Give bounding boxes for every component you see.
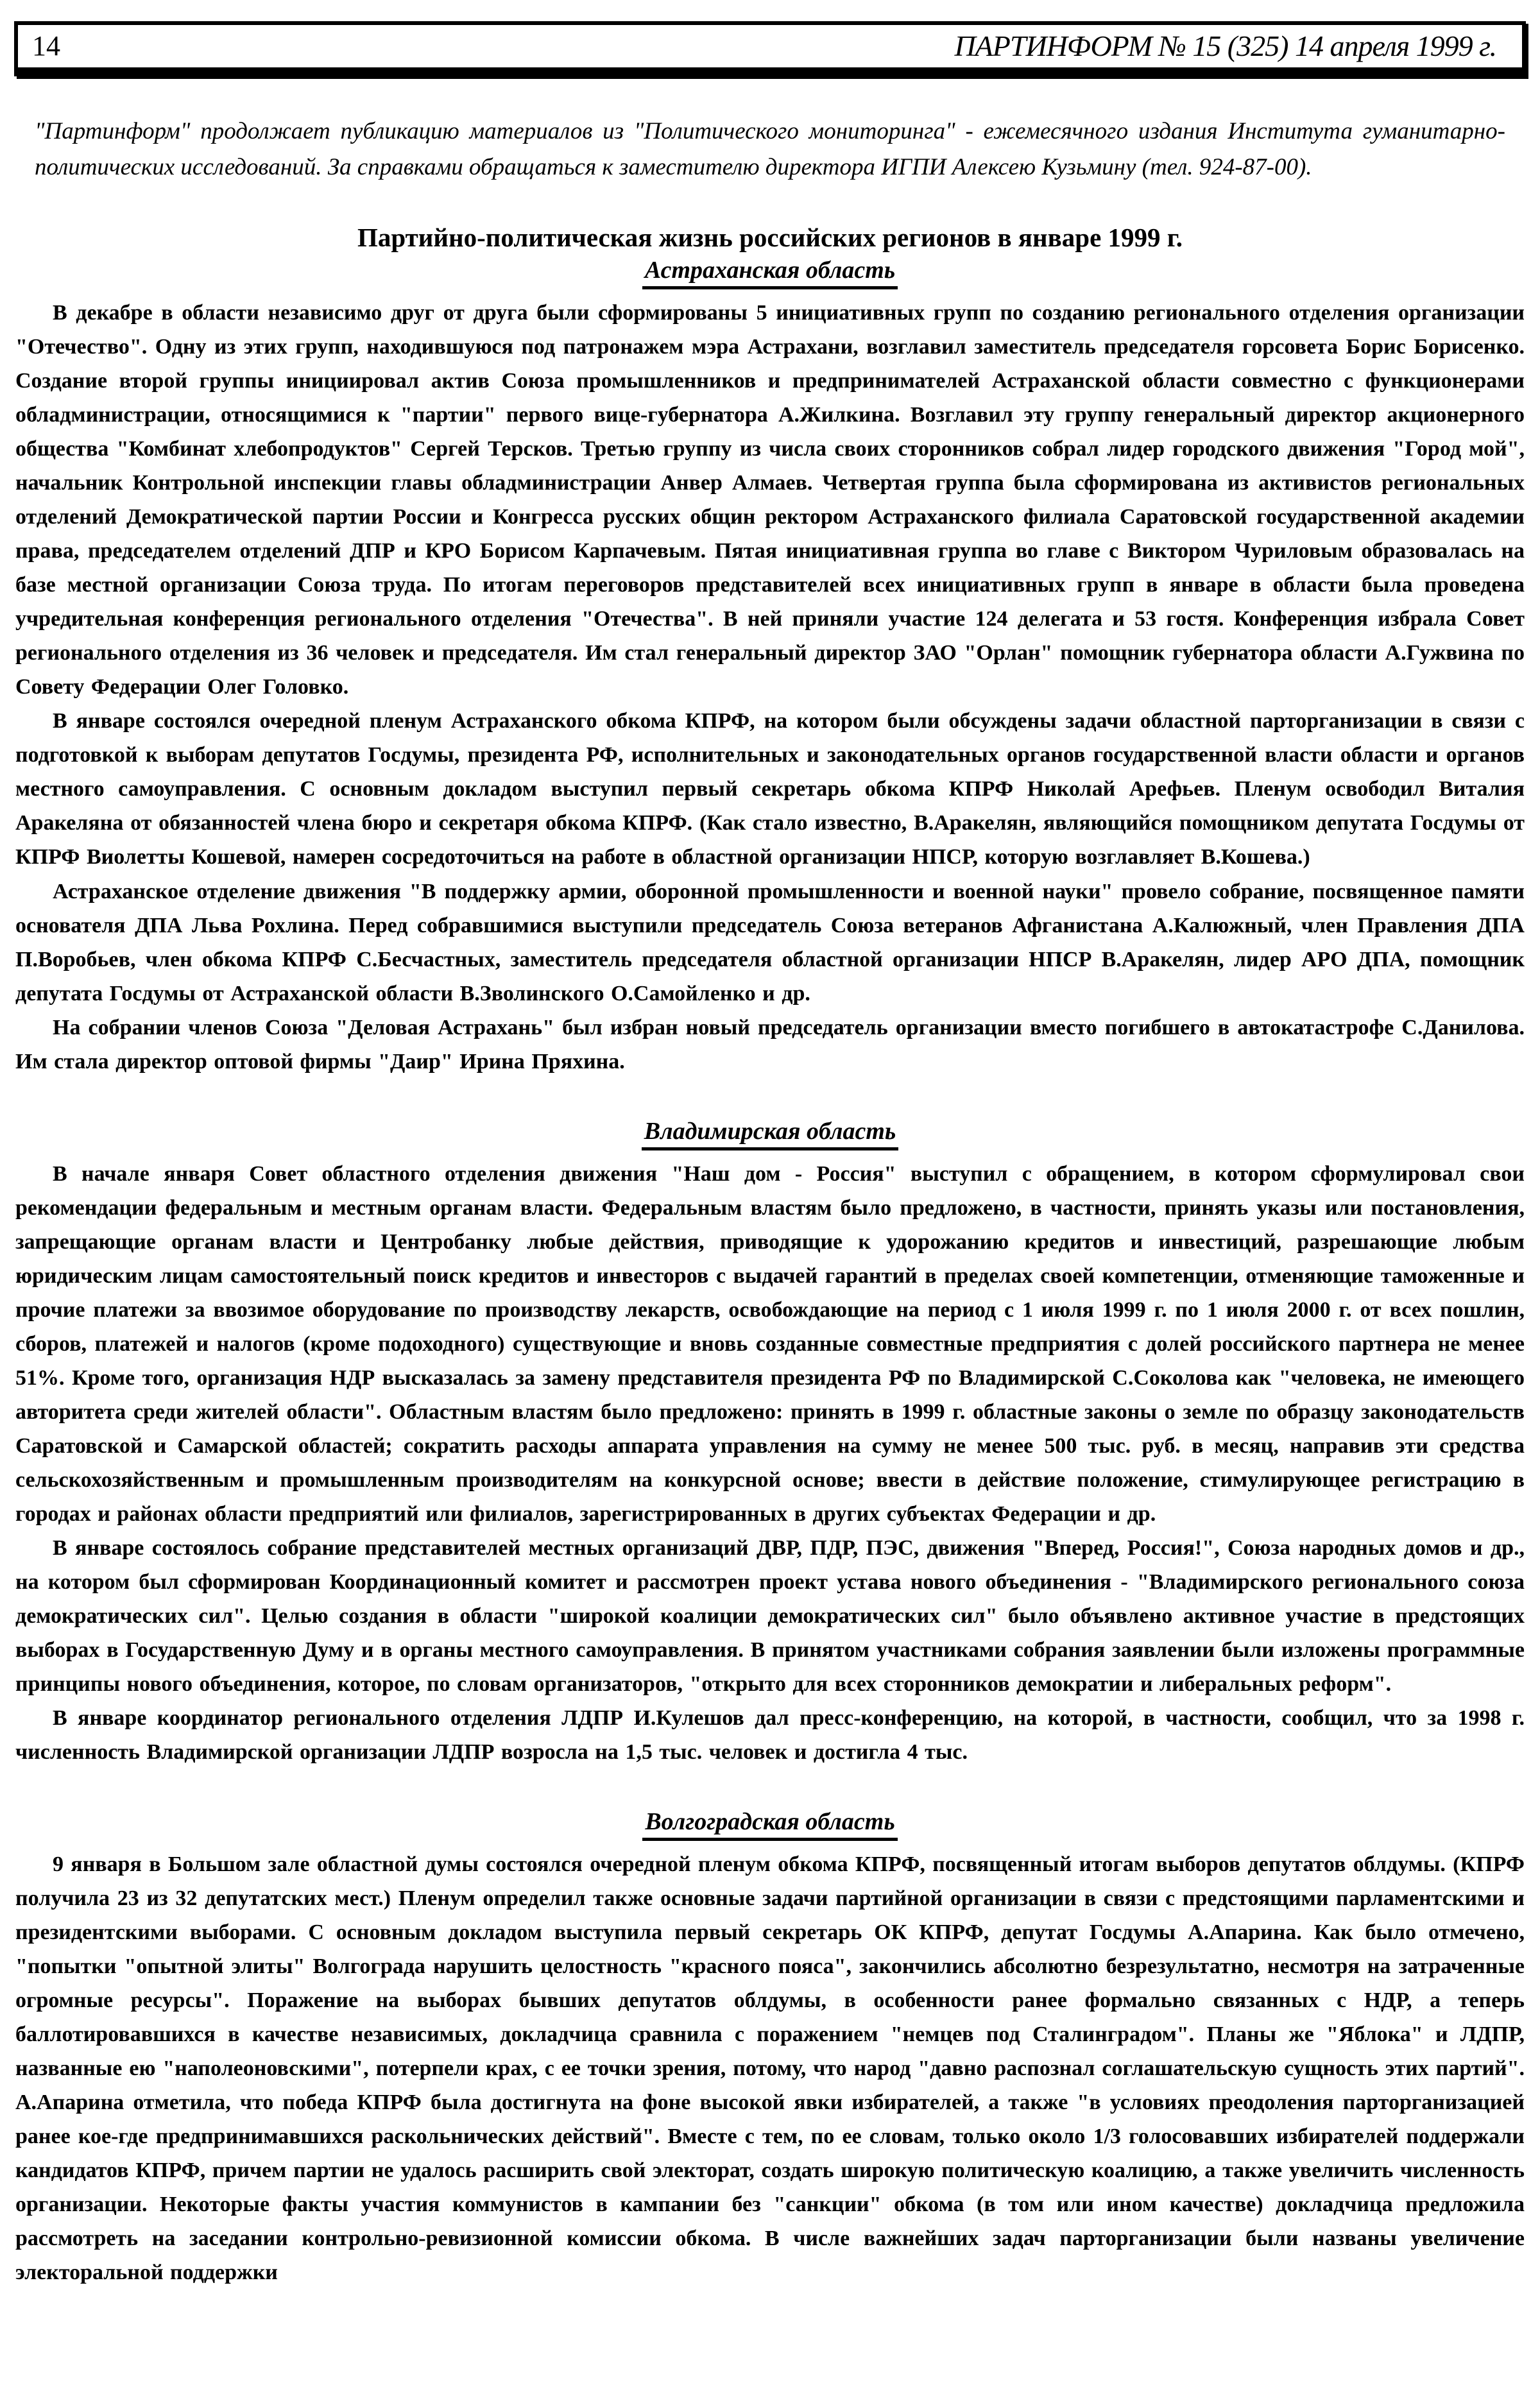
section-heading-text: Астраханская область [642,257,898,289]
paragraph: 9 января в Большом зале областной думы состоялся очередной пленум обкома КПРФ, посвященный итогам выборов депутатов облдумы. (КПРФ получила 23 из 32 депутатских мест.) Пленум определил также основные задачи партийной организации в связи с предстоящими парламентскими и президентскими выборами. С основным докладом выступила первый секретарь ОК КПРФ, депутат Госдумы А.Апарина. Как было отмечено, "попытки "опытной элиты" Волгограда нарушить целостность "красного пояса", закончились абсолютно безрезультатно, несмотря на затраченные огромные ресурсы". Поражение на выборах бывших депутатов облдумы, в особенности ранее формально связанных с НДР, а теперь баллотировавшихся в качестве независимых, докладчица сравнила с поражением "немцев под Сталинградом". Планы же "Яблока" и ЛДПР, названные ею "наполеоновскими", потерпели крах, с ее точки зрения, потому, что народ "давно распознал соглашательскую сущность этих партий". А.Апарина отметила, что победа КПРФ была достигнута на фоне высокой явки избирателей, а также "в условиях преодоления парторганизацией ранее кое-где предпринимавшихся раскольнических действий". Вместе с тем, по ее словам, только около 1/3 голосовавших избирателей поддержали кандидатов КПРФ, причем партии не удалось расширить свой электорат, создать широкую политическую коалицию, а также увеличить численность организации. Некоторые факты участия коммунистов в кампании без "санкции" обкома (в том или ином качестве) докладчица предложила рассмотреть на заседании контрольно-ревизионной комиссии обкома. В числе важнейших задач парторганизации были названы увеличение электоральной поддержки [15,1852,1525,2285]
paragraph: В январе состоялось собрание представителей местных организаций ДВР, ПДР, ПЭС, движения "Вперед, Россия!", Союза народных домов и др., на котором был сформирован Координационный комитет и рассмотрен проект устава нового объединения - "Владимирского регионального союза демократических сил". Целью создания в области "широкой коалиции демократических сил" было объявлено активное участие в предстоящих выборах в Государственную Думу и в органы местного самоуправления. В принятом участниками собрания заявлении были изложены программные принципы нового объединения, которое, по словам организаторов, "открыто для всех сторонников демократии и либеральных реформ". [15,1535,1525,1696]
region-section [0,1809,1540,2289]
section-heading-text: Волгоградская область [642,1809,897,1841]
paragraph: В январе координатор регионального отделения ЛДПР И.Кулешов дал пресс-конференцию, на которой, в частности, сообщил, что за 1998 г. численность Владимирской организации ЛДПР возросла на 1,5 тыс. человек и достигла 4 тыс. [15,1706,1525,1765]
section-heading-text: Владимирская область [642,1118,899,1150]
section-heading [0,1118,1540,1150]
page-title: Партийно-политическая жизнь российских регионов в январе 1999 г. [357,223,1183,252]
paragraph: В январе состоялся очередной пленум Астраханского обкома КПРФ, на котором были обсуждены задачи областной парторганизации в связи с подготовкой к выборам депутатов Госдумы, президента РФ, исполнительных и законодательных органов государственной власти области и органов местного самоуправления. С основным докладом выступил первый секретарь обкома КПРФ Николай Арефьев. Пленум освободил Виталия Аракеляна от обязанностей члена бюро и секретаря обкома КПРФ. (Как стало известно, В.Аракелян, являющийся помощником депутата Госдумы от КПРФ Виолетты Кошевой, намерен сосредоточиться на работе в областной организации НПСР, которую возглавляет В.Кошева.) [15,709,1525,869]
section-paragraphs [0,1157,1540,1770]
page-number: 14 [32,30,60,62]
region-section [0,257,1540,1079]
paragraph: В декабре в области независимо друг от друга были сформированы 5 инициативных групп по созданию регионального отделения организации "Отечество". Одну из этих групп, находившуюся под патронажем мэра Астрахани, возглавил заместитель председателя горсовета Борис Борисенко. Создание второй группы инициировал актив Союза промышленников и предпринимателей Астраханской области совместно с функционерами обладминистрации, относящимися к "партии" первого вице-губернатора А.Жилкина. Возглавил эту группу генеральный директор акционерного общества "Комбинат хлебопродуктов" Сергей Терсков. Третью группу из числа своих сторонников собрал лидер городского движения "Город мой", начальник Контрольной инспекции главы обладминистрации Анвер Алмаев. Четвертая группа была сформирована из активистов региональных отделений Демократической партии России и Конгресса русских общин ректором Астраханского филиала Саратовской государственной академии права, председателем отделений ДПР и КРО Борисом Карпачевым. Пятая инициативная группа во главе с Виктором Чуриловым образовалась на базе местной организации Союза труда. По итогам переговоров представителей всех инициативных групп в январе в области была проведена учредительная конференция регионального отделения "Отечества". В ней приняли участие 124 делегата и 53 гостя. Конференция избрала Совет регионального отделения из 36 человек и председателя. Им стал генеральный директор ЗАО "Орлан" помощник губернатора области А.Гужвина по Совету Федерации Олег Головко. [15,300,1525,699]
paragraph: Астраханское отделение движения "В поддержку армии, оборонной промышленности и военной науки" провело собрание, посвященное памяти основателя ДПА Льва Рохлина. Перед собравшимися выступили председатель Союза ветеранов Афганистана А.Калюжный, член Правления ДПА П.Воробьев, член обкома КПРФ С.Бесчастных, заместитель председателя областной организации НПСР В.Аракелян, лидер АРО ДПА, помощник депутата Госдумы от Астраханской области В.Зволинского О.Самойленко и др. [15,879,1525,1005]
issue-title: ПАРТИНФОРМ № 15 (325) 14 апреля 1999 г. [954,30,1496,62]
section-paragraphs [0,1847,1540,2289]
intro-paragraph: "Партинформ" продолжает публикацию материалов из "Политического мониторинга" - ежемесячного издания Института гуманитарно-политических исследований. За справками обращаться к заместителю директора ИГПИ Алексею Кузьмину (тел. 924-87-00). [35,118,1505,180]
section-heading [0,1809,1540,1841]
page-header [14,21,1526,76]
paragraph: На собрании членов Союза "Деловая Астрахань" был избран новый председатель организации вместо погибшего в автокатастрофе С.Данилова. Им стала директор оптовой фирмы "Даир" Ирина Пряхина. [15,1015,1525,1073]
region-section [0,1118,1540,1769]
sections-container [0,257,1540,2289]
section-heading [0,257,1540,289]
newsletter-page [0,21,1540,2403]
paragraph: В начале января Совет областного отделения движения "Наш дом - Россия" выступил с обращением, в котором сформулировал свои рекомендации федеральным и местным органам власти. Федеральным властям было предложено, в частности, принять указы или постановления, запрещающие органам власти и Центробанку любые действия, приводящие к удорожанию кредитов и инвестиций, разрешающие любым юридическим лицам самостоятельный поиск кредитов и инвесторов с выдачей гарантий в пределах своей компетенции, отменяющие таможенные и прочие платежи за ввозимое оборудование по производству лекарств, освобождающие на период с 1 июля 1999 г. по 1 июля 2000 г. от всех пошлин, сборов, платежей и налогов (кроме подоходного) существующие и вновь созданные совместные предприятия с долей российского партнера не менее 51%. Кроме того, организация НДР высказалась за замену представителя президента РФ по Владимирской С.Соколова как "человека, не имеющего авторитета среди жителей области". Областным властям было предложено: принять в 1999 г. областные законы о земле по образцу законодательств Саратовской и Самарской областей; сократить расходы аппарата управления на сумму не менее 500 тыс. руб. в месяц, направив эти средства сельскохозяйственным и промышленным производителям на конкурсной основе; ввести в действие положение, стимулирующее регистрацию в городах и районах области предприятий или филиалов, зарегистрированных в других субъектах Федерации и др. [15,1161,1525,1526]
section-paragraphs [0,296,1540,1079]
